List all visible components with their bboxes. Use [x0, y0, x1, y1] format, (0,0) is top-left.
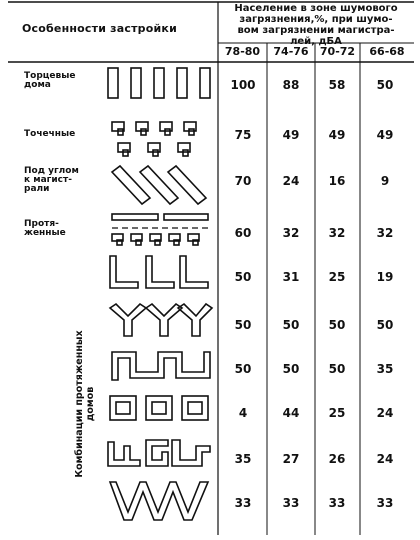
header-features: Особенности застройки: [22, 22, 177, 35]
table-cell: 49: [376, 128, 394, 142]
table-cell: 50: [376, 78, 394, 92]
comb-houses-icon: [108, 440, 210, 466]
table-cell: 35: [234, 452, 252, 466]
table-cell: 33: [234, 496, 252, 510]
table-cell: 50: [234, 270, 252, 284]
table-cell: 25: [328, 270, 346, 284]
table-cell: 70: [234, 174, 252, 188]
table-cell: 49: [328, 128, 346, 142]
table-cell: 25: [328, 406, 346, 420]
table-cell: 50: [234, 318, 252, 332]
table-cell: 24: [282, 174, 300, 188]
table-cell: 60: [234, 226, 252, 240]
table-cell: 4: [238, 406, 248, 420]
table-cell: 50: [282, 318, 300, 332]
row-label-angled-houses: Под углом к магист- рали: [24, 166, 79, 194]
table-cell: 50: [376, 318, 394, 332]
table-cell: 35: [376, 362, 394, 376]
extended-houses-icon: [112, 214, 208, 245]
table-cell: 31: [282, 270, 300, 284]
row-label-point-houses: Точечные: [24, 129, 76, 139]
table-cell: 50: [328, 318, 346, 332]
column-header: 78-80: [224, 45, 261, 58]
table-cell: 44: [282, 406, 300, 420]
l-shape-houses-icon: [110, 256, 208, 288]
meander-houses-icon: [112, 352, 210, 380]
table-cell: 50: [234, 362, 252, 376]
table-cell: 32: [282, 226, 300, 240]
angled-houses-icon: [112, 166, 206, 204]
table-cell: 33: [282, 496, 300, 510]
end-houses-icon: [108, 68, 210, 98]
table-cell: 24: [376, 406, 394, 420]
table-cell: 27: [282, 452, 300, 466]
table-cell: 19: [376, 270, 394, 284]
column-header: 66-68: [369, 45, 405, 58]
table-cell: 58: [328, 78, 346, 92]
table-cell: 49: [282, 128, 300, 142]
table-cell: 24: [376, 452, 394, 466]
table-cell: 33: [376, 496, 394, 510]
table-cell: 32: [376, 226, 394, 240]
header-population: Население в зоне шумового загрязнения,%, при шумо- вом загрязнении магистра- лей, дБА: [234, 3, 398, 47]
table-cell: 26: [328, 452, 346, 466]
table-cell: 75: [234, 128, 252, 142]
table-cell: 33: [328, 496, 346, 510]
column-header: 70-72: [319, 45, 356, 58]
table-cell: 88: [282, 78, 300, 92]
column-header: 74-76: [273, 45, 309, 58]
table-cell: 50: [328, 362, 346, 376]
courtyard-houses-icon: [110, 396, 208, 420]
point-houses-icon: [112, 122, 196, 156]
table-cell: 9: [380, 174, 390, 188]
row-label-end-houses: Торцевые дома: [24, 71, 76, 90]
group-label-combinations: Комбинации протяженных домов: [74, 330, 96, 478]
row-label-extended-houses: Протя- женные: [24, 219, 66, 238]
table-cell: 16: [328, 174, 346, 188]
y-shape-houses-icon: [110, 304, 212, 336]
table-cell: 100: [230, 78, 256, 92]
table-cell: 32: [328, 226, 346, 240]
table-cell: 50: [282, 362, 300, 376]
zigzag-houses-icon: [110, 482, 208, 520]
